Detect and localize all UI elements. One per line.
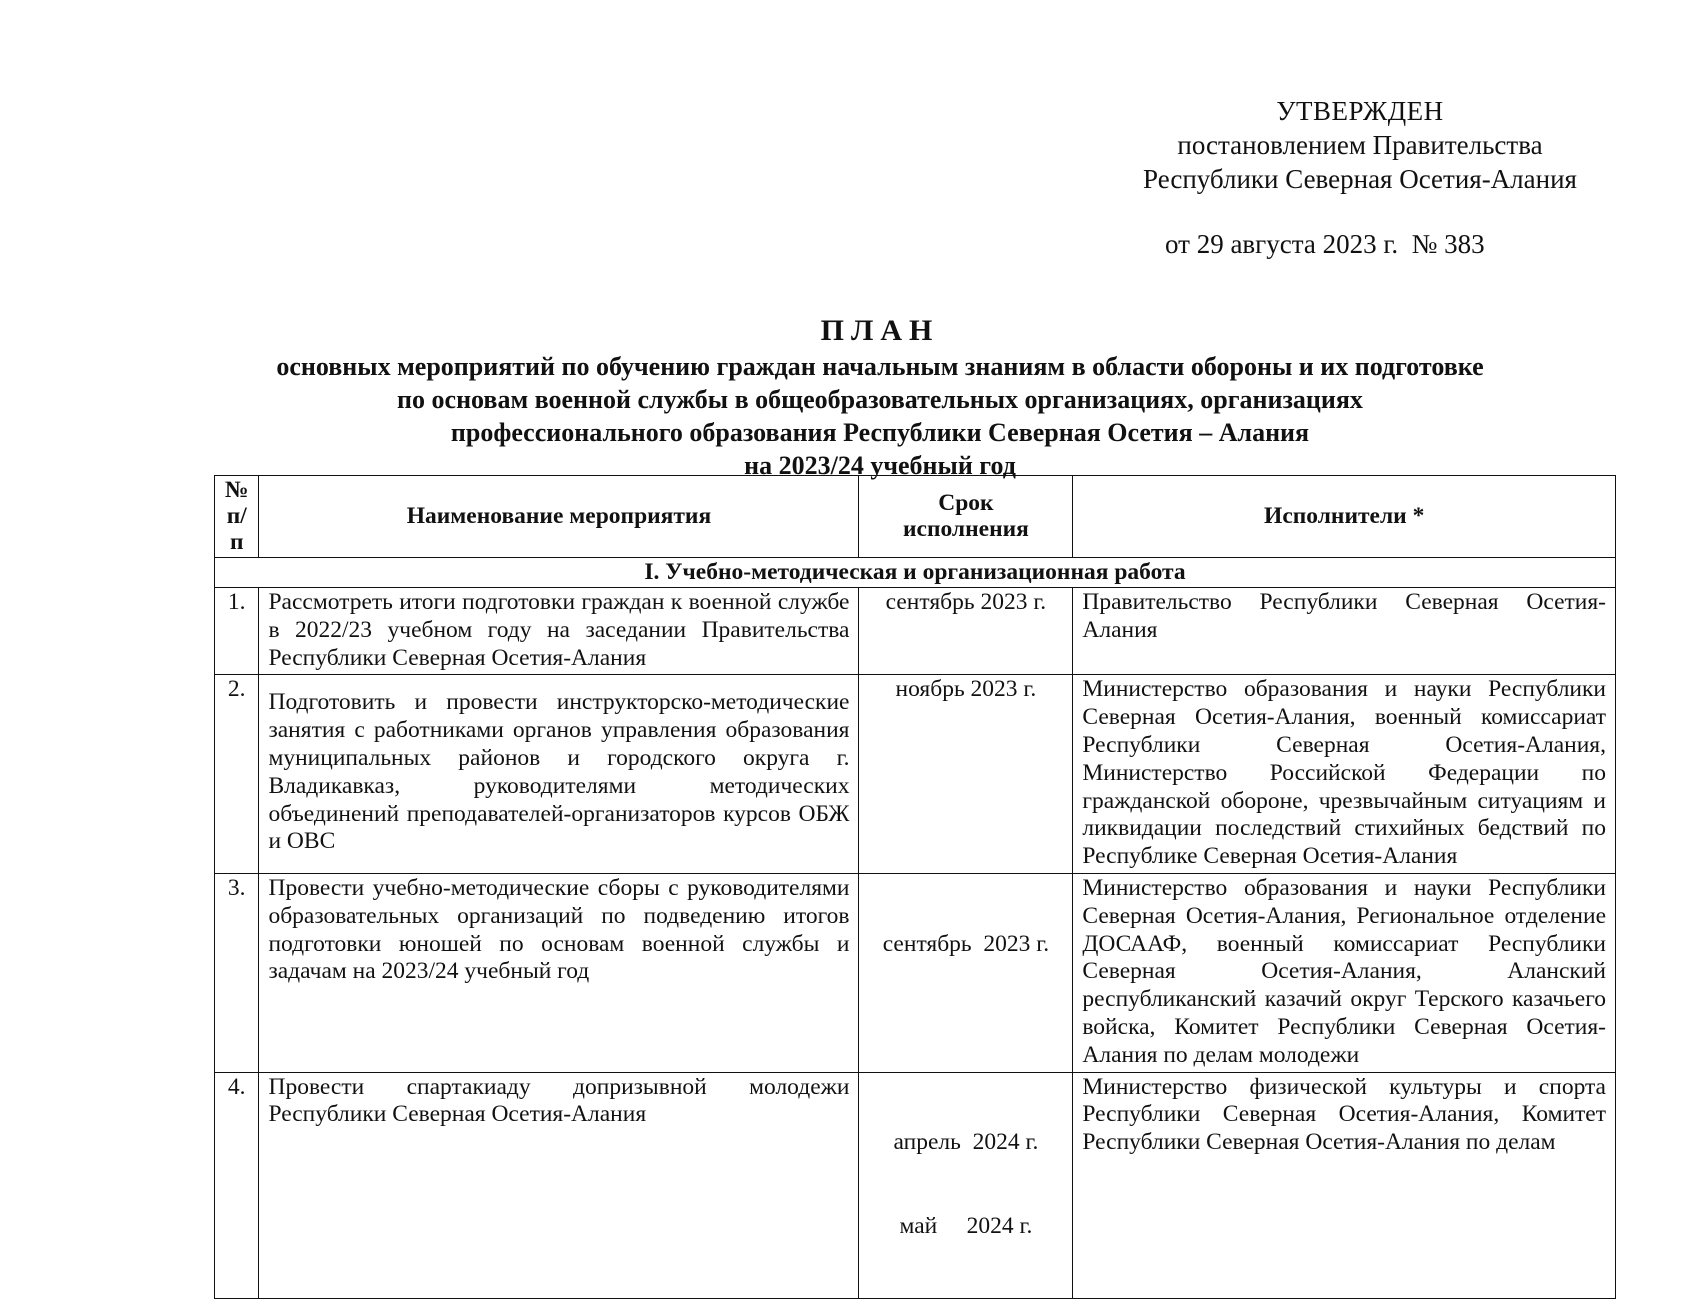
table-row — [215, 675, 1616, 874]
row-number: 2. — [215, 675, 259, 874]
approval-line-2: постановлением Правительства — [1177, 130, 1543, 160]
row-executors: Министерство физической культуры и спорта Республики Северная Осетия-Алания, Комитет Республики Северная Осетия-Алания по делам — [1073, 1072, 1616, 1298]
document-title — [150, 312, 1610, 482]
row-term-line-1: ноябрь 2023 г. — [895, 676, 1037, 703]
title-line-1: основных мероприятий по обучению граждан начальным знаниям в области обороны и их подготовке — [276, 352, 1484, 381]
approval-date: от 29 августа 2023 г. № 383 — [1165, 229, 1485, 259]
row-term — [859, 1072, 1073, 1298]
section-row — [215, 558, 1616, 588]
header-executors: Исполнители * — [1073, 476, 1616, 558]
row-term-line-1: сентябрь 2023 г. — [882, 930, 1050, 957]
header-name: Наименование мероприятия — [259, 476, 859, 558]
row-number: 4. — [215, 1072, 259, 1298]
row-term-line-1: сентябрь 2023 г. — [885, 589, 1047, 615]
row-term-line-2: май 2024 г. — [899, 1212, 1033, 1239]
row-number: 1. — [215, 588, 259, 675]
header-term — [859, 476, 1073, 558]
title-line-3: профессионального образования Республики Северная Осетия – Алания — [450, 418, 1310, 447]
row-executors: Правительство Республики Северная Осетия-Алания — [1073, 588, 1616, 675]
header-num — [215, 476, 259, 558]
header-term-line-2: исполнения — [902, 516, 1029, 542]
title-line-4: на 2023/24 учебный год — [744, 451, 1016, 480]
row-activity: Подготовить и провести инструкторско-методические занятия с работниками органов управления образования муниципальных районов и городского округа г. Владикавказ, руководителями методических объединений преподавателей-организаторов курсов ОБЖ и ОВС — [259, 675, 859, 874]
approval-heading: УТВЕРЖДЕН — [1276, 96, 1444, 126]
title-main: ПЛАН — [820, 314, 940, 347]
header-num-line-1: № — [224, 477, 249, 503]
row-number: 3. — [215, 873, 259, 1072]
row-term — [859, 588, 1073, 675]
plan-table — [214, 475, 1616, 1299]
row-executors: Министерство образования и науки Республики Северная Осетия-Алания, военный комиссариат Республики Северная Осетия-Алания, Министерство Российской Федерации по гражданской обороне, чрезвычайным ситуациям и ликвидации последствий стихийных бедствий по Республике Северная Осетия-Алания — [1073, 675, 1616, 874]
row-executors: Министерство образования и науки Республики Северная Осетия-Алания, Региональное отделение ДОСААФ, военный комиссариат Республики Северная Осетия-Алания, Аланский республиканский казачий округ Терского казачьего войска, Комитет Республики Северная Осетия-Алания по делам молодежи — [1073, 873, 1616, 1072]
section-title: I. Учебно-методическая и организационная работа — [215, 558, 1616, 588]
row-activity: Рассмотреть итоги подготовки граждан к военной службе в 2022/23 учебном году на заседании Правительства Республики Северная Осетия-Алания — [259, 588, 859, 675]
header-term-line-1: Срок — [938, 490, 994, 516]
row-activity: Провести спартакиаду допризывной молодежи Республики Северная Осетия-Алания — [259, 1072, 859, 1298]
table-row — [215, 588, 1616, 675]
title-line-2: по основам военной службы в общеобразовательных организациях, организациях — [397, 385, 1363, 414]
row-term — [859, 873, 1073, 1072]
row-activity: Провести учебно-методические сборы с руководителями образовательных организаций по подведению итогов подготовки юношей по основам военной службы и задачам на 2023/24 учебный год — [259, 873, 859, 1072]
row-term-line-1: апрель 2024 г. — [893, 1129, 1039, 1156]
table-row — [215, 873, 1616, 1072]
row-term — [859, 675, 1073, 874]
approval-line-3: Республики Северная Осетия-Алания — [1143, 164, 1577, 194]
table-header-row — [215, 476, 1616, 558]
table-row — [215, 1072, 1616, 1298]
header-num-line-2: п/п — [226, 503, 247, 555]
approval-block — [1125, 94, 1595, 196]
